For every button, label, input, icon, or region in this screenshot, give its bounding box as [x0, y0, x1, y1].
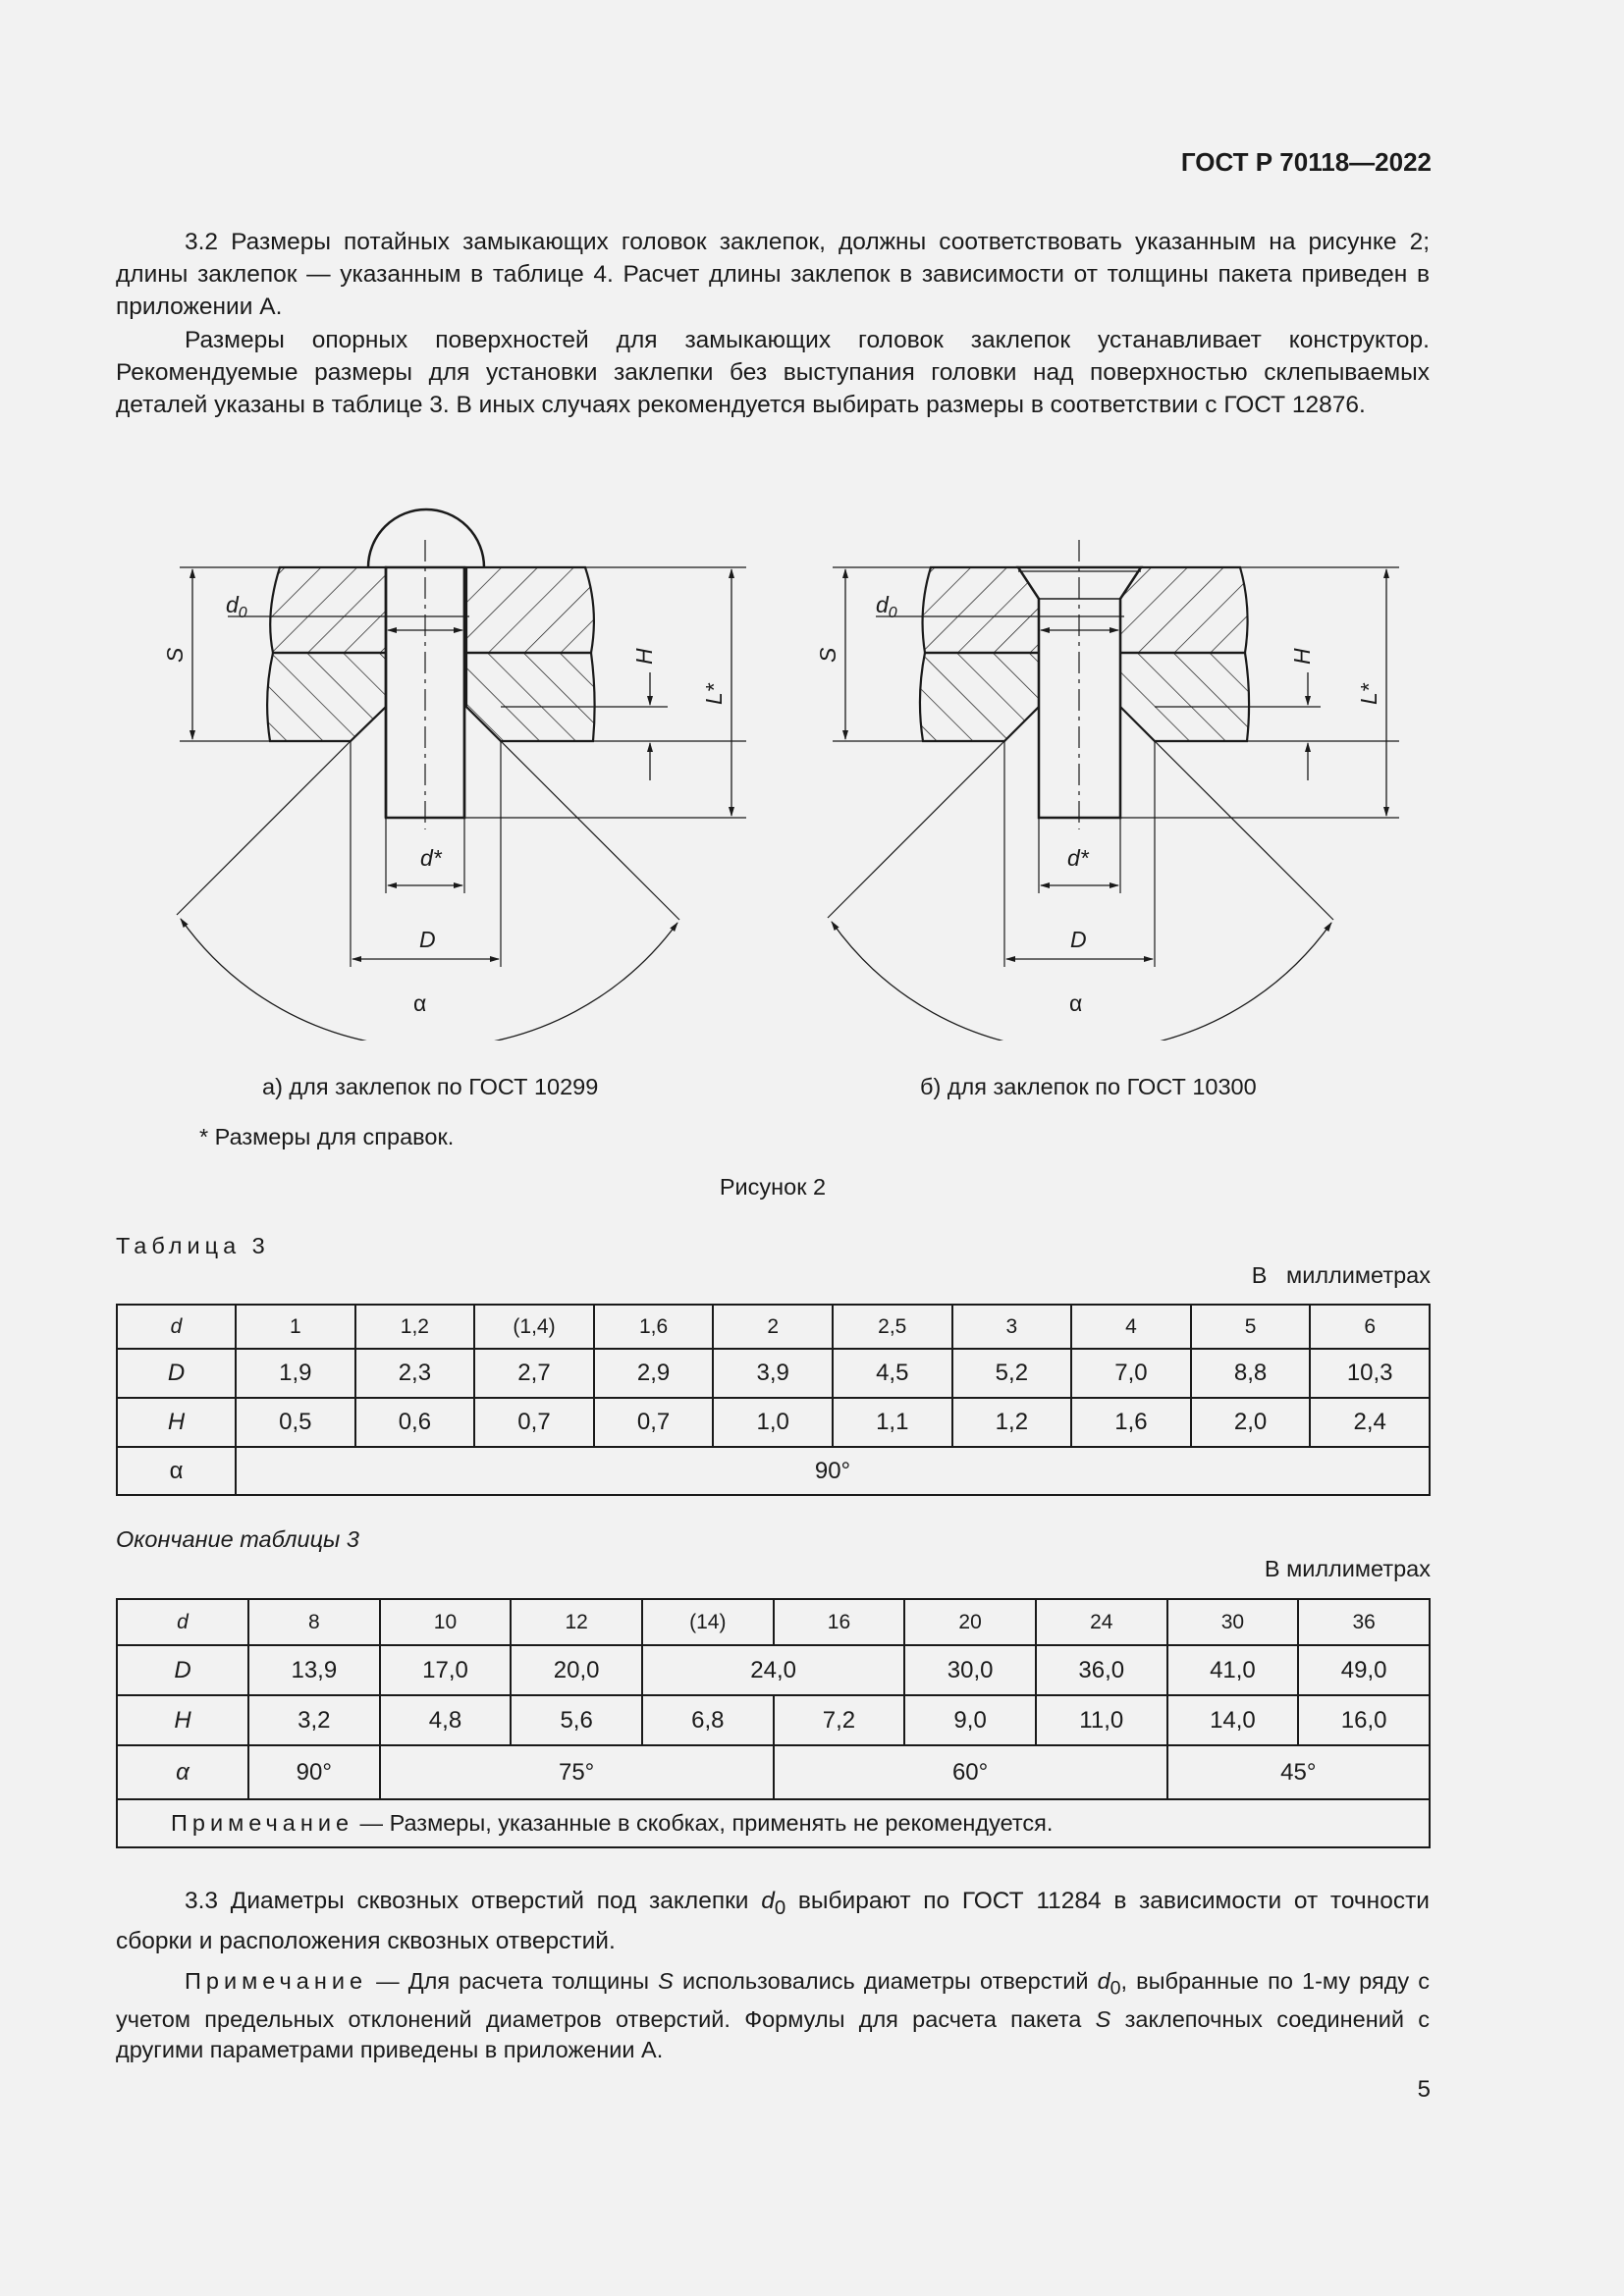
standard-designation: ГОСТ Р 70118—2022 — [1180, 147, 1432, 177]
table-cell: D — [117, 1645, 248, 1695]
table-cell: 20,0 — [511, 1645, 642, 1695]
plate-b-bottom-right — [1120, 653, 1249, 741]
table-cell: 2,4 — [1310, 1398, 1430, 1447]
table-row — [117, 1305, 1430, 1349]
table-cell: 4,8 — [380, 1695, 512, 1745]
table-cell: 9,0 — [904, 1695, 1036, 1745]
page-number: 5 — [1417, 2076, 1431, 2103]
table-row — [117, 1349, 1430, 1398]
plate-b-top-right — [1120, 567, 1248, 653]
note-text: — Размеры, указанные в скобках, применять не рекомендуется. — [353, 1810, 1054, 1836]
table-cell: 13,9 — [248, 1645, 380, 1695]
plate-b-bottom-left — [920, 653, 1039, 741]
table-row — [117, 1599, 1430, 1645]
table-cell: α — [117, 1745, 248, 1799]
table-cell: H — [117, 1695, 248, 1745]
table-cell: 10,3 — [1310, 1349, 1430, 1398]
table-cell: 8 — [248, 1599, 380, 1645]
plate-a-top-right — [466, 567, 594, 653]
label-D-b: D — [1070, 927, 1087, 952]
table-cell: 6 — [1310, 1305, 1430, 1349]
table-cell: 20 — [904, 1599, 1036, 1645]
table-3-cont-title: Окончание таблицы 3 — [116, 1526, 359, 1552]
figure-title: Рисунок 2 — [719, 1174, 827, 1200]
table-cell: 3 — [952, 1305, 1072, 1349]
table-cell: 6,8 — [642, 1695, 774, 1745]
table-cell: 24,0 — [642, 1645, 904, 1695]
table-cell: 1,0 — [713, 1398, 833, 1447]
table-row — [117, 1398, 1430, 1447]
label-D-a: D — [419, 927, 436, 952]
table-cell: 24 — [1036, 1599, 1167, 1645]
table-3 — [116, 1304, 1431, 1496]
table-3-title: Таблица 3 — [116, 1233, 270, 1258]
table-cell: 2,3 — [355, 1349, 475, 1398]
table-cell: 5,6 — [511, 1695, 642, 1745]
plate-a-bottom-left — [267, 653, 386, 741]
table-cell: d — [117, 1305, 236, 1349]
table-cell: (1,4) — [474, 1305, 594, 1349]
table-cell: 60° — [774, 1745, 1167, 1799]
table-cell: 1,1 — [833, 1398, 952, 1447]
table-row — [117, 1745, 1430, 1799]
table-cell: 16,0 — [1298, 1695, 1430, 1745]
table-cell: 1 — [236, 1305, 355, 1349]
label-s-a: S — [162, 647, 188, 663]
table-row — [117, 1447, 1430, 1495]
table-cell: 2,7 — [474, 1349, 594, 1398]
figure-b — [828, 540, 1399, 1041]
table-cell: 2,5 — [833, 1305, 952, 1349]
caption-b: б) для заклепок по ГОСТ 10300 — [920, 1074, 1257, 1099]
table-cell: 90° — [248, 1745, 380, 1799]
plate-a-bottom-right — [466, 653, 595, 741]
figure-a — [177, 509, 746, 1041]
label-alpha-a: α — [413, 990, 427, 1016]
table-cell: 1,6 — [1071, 1398, 1191, 1447]
label-alpha-b: α — [1069, 990, 1083, 1016]
note-label: Примечание — [171, 1810, 354, 1836]
paragraph-3-2-cont: Размеры опорных поверхностей для замыкающих головок заклепок устанавливает конструктор. Рекомендуемые размеры для установки заклепки без выступания головки над поверхностью склепываемых деталей указаны в таблице 3. В иных случаях рекомендуется выбирать размеры в соответствии с ГОСТ 12876. — [116, 327, 1430, 418]
table-cell: 30,0 — [904, 1645, 1036, 1695]
table-3-continued — [116, 1598, 1431, 1848]
label-d0-b: $d_0$ — [876, 592, 897, 621]
table-cell: 36,0 — [1036, 1645, 1167, 1695]
label-dstar-a: d* — [420, 845, 442, 871]
table-cell: 17,0 — [380, 1645, 512, 1695]
table-cell: 7,2 — [774, 1695, 905, 1745]
label-h-a: H — [631, 648, 657, 665]
table-cell: 36 — [1298, 1599, 1430, 1645]
table-cell: 5,2 — [952, 1349, 1072, 1398]
table-3-cont-units: В миллиметрах — [1264, 1556, 1431, 1581]
table-cell: 12 — [511, 1599, 642, 1645]
figure-2-drawing — [0, 491, 1624, 1041]
table-cell: d — [117, 1599, 248, 1645]
table-cell: 1,9 — [236, 1349, 355, 1398]
label-s-b: S — [815, 647, 840, 663]
table-cell: 1,2 — [355, 1305, 475, 1349]
table-cell: 0,7 — [594, 1398, 714, 1447]
table-cell: D — [117, 1349, 236, 1398]
table-cell: 2,9 — [594, 1349, 714, 1398]
table-cell: 0,6 — [355, 1398, 475, 1447]
table-cell: 11,0 — [1036, 1695, 1167, 1745]
rivet-a-head — [368, 509, 484, 567]
label-l-a: L* — [701, 683, 727, 705]
table-cell: 5 — [1191, 1305, 1311, 1349]
plate-a-top-left — [270, 567, 386, 653]
table-cell: 0,7 — [474, 1398, 594, 1447]
table-row — [117, 1645, 1430, 1695]
label-h-b: H — [1289, 648, 1315, 665]
table-cell: 90° — [236, 1447, 1430, 1495]
caption-a: а) для заклепок по ГОСТ 10299 — [262, 1074, 599, 1099]
table-cell: 3,9 — [713, 1349, 833, 1398]
table-cell: 30 — [1167, 1599, 1299, 1645]
table-cell: 0,5 — [236, 1398, 355, 1447]
figure-footnote: * Размеры для справок. — [199, 1124, 455, 1149]
table-cell: 2 — [713, 1305, 833, 1349]
table-note — [117, 1799, 1430, 1847]
table-cell: 10 — [380, 1599, 512, 1645]
label-d0-a: $d_0$ — [226, 592, 247, 621]
table-row — [117, 1799, 1430, 1847]
table-cell: 1,2 — [952, 1398, 1072, 1447]
table-cell: 3,2 — [248, 1695, 380, 1745]
table-cell: 49,0 — [1298, 1645, 1430, 1695]
table-cell: 41,0 — [1167, 1645, 1299, 1695]
table-cell: 14,0 — [1167, 1695, 1299, 1745]
table-cell: 7,0 — [1071, 1349, 1191, 1398]
table-cell: 1,6 — [594, 1305, 714, 1349]
table-cell: α — [117, 1447, 236, 1495]
table-cell: 2,0 — [1191, 1398, 1311, 1447]
table-3-units: В миллиметрах — [1251, 1262, 1431, 1288]
table-cell: 75° — [380, 1745, 774, 1799]
paragraph-3-3: 3.3 Диаметры сквозных отверстий под заклепки $d_0$ выбирают по ГОСТ 11284 в зависимости от точности сборки и расположения сквозных отверстий. — [116, 1888, 1430, 1954]
table-cell: 4 — [1071, 1305, 1191, 1349]
paragraph-3-2: 3.2 Размеры потайных замыкающих головок заклепок, должны соответствовать указанным на рисунке 2; длины заклепок — указанным в таблице 4. Расчет длины заклепок в зависимости от толщины пакета приведен в приложении А. — [116, 229, 1430, 320]
table-cell: 45° — [1167, 1745, 1430, 1799]
table-cell: 16 — [774, 1599, 905, 1645]
table-cell: H — [117, 1398, 236, 1447]
label-dstar-b: d* — [1067, 845, 1089, 871]
plate-b-top-left — [923, 567, 1039, 653]
bottom-note: Примечание — Для расчета толщины S использовались диаметры отверстий $d_0$, выбранные по 1-му ряду с учетом предельных отклонений диаметров отверстий. Формулы для расчета пакета S заклепочных соединений с другими параметрами приведены в приложении А. — [116, 1968, 1431, 2062]
table-cell: 4,5 — [833, 1349, 952, 1398]
table-cell: (14) — [642, 1599, 774, 1645]
table-row — [117, 1695, 1430, 1745]
label-l-b: L* — [1356, 683, 1381, 705]
table-cell: 8,8 — [1191, 1349, 1311, 1398]
